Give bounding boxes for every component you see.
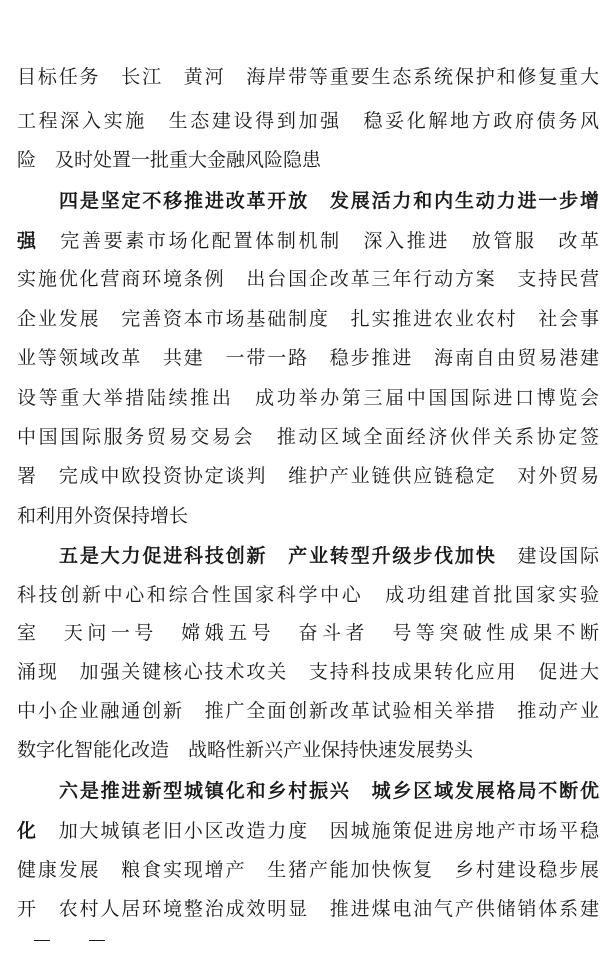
text-line <box>17 147 599 173</box>
heading-text: 化 <box>17 820 38 842</box>
text-line <box>17 857 599 883</box>
text-line <box>17 108 599 134</box>
heading-text: 强 <box>17 230 39 252</box>
text-line <box>59 188 599 214</box>
text-line <box>17 463 599 489</box>
body-text: 工程深入实施 生态建设得到加强 稳妥化解地方政府债务风 <box>17 110 599 132</box>
body-text: 实施优化营商环境条例 出台国企改革三年行动方案 支持民营 <box>17 268 599 290</box>
heading-text: 五是大力促进科技创新 产业转型升级步伐加快 <box>59 545 497 567</box>
text-line <box>17 659 599 685</box>
body-text: 完善要素市场化配置体制机制 深入推进 放管服 改革 <box>38 230 599 252</box>
body-text: 室 天问一号 嫦娥五号 奋斗者 号等突破性成果不断 <box>17 622 599 644</box>
text-line <box>17 737 599 763</box>
text-line <box>17 385 599 411</box>
body-text: 中小企业融通创新 推广全面创新改革试验相关举措 推动产业 <box>17 700 599 722</box>
text-line <box>17 266 599 292</box>
text-line <box>17 424 599 450</box>
text-line <box>17 698 599 724</box>
text-line <box>17 896 599 922</box>
text-line <box>59 778 599 804</box>
body-text: 险 及时处置一批重大金融风险隐患 <box>17 149 322 171</box>
text-line <box>17 306 599 332</box>
page-number-dash-right <box>89 940 105 941</box>
text-line <box>17 345 599 371</box>
text-line <box>17 582 599 608</box>
page-number-dash-left <box>34 940 50 941</box>
body-text: 中国国际服务贸易交易会 推动区域全面经济伙伴关系协定签 <box>17 426 599 448</box>
body-text: 署 完成中欧投资协定谈判 维护产业链供应链稳定 对外贸易 <box>17 465 599 487</box>
body-text: 企业发展 完善资本市场基础制度 扎实推进农业农村 社会事 <box>17 308 599 330</box>
text-line <box>17 818 599 844</box>
text-line <box>17 64 599 90</box>
text-line <box>17 620 599 646</box>
body-text: 涌现 加强关键核心技术攻关 支持科技成果转化应用 促进大 <box>17 661 599 683</box>
body-text: 数字化智能化改造 战略性新兴产业保持快速发展势头 <box>17 739 474 761</box>
heading-text: 六是推进新型城镇化和乡村振兴 城乡区域发展格局不断优 <box>59 780 599 802</box>
body-text: 目标任务 长江 黄河 海岸带等重要生态系统保护和修复重大 <box>17 66 599 88</box>
body-text: 加大城镇老旧小区改造力度 因城施策促进房地产市场平稳 <box>37 820 599 842</box>
body-text: 业等领域改革 共建 一带一路 稳步推进 海南自由贸易港建 <box>17 347 599 369</box>
body-text: 开 农村人居环境整治成效明显 推进煤电油气产供储销体系建 <box>17 898 599 920</box>
text-line <box>17 503 599 529</box>
body-text: 科技创新中心和综合性国家科学中心 成功组建首批国家实验 <box>17 584 599 606</box>
body-text: 建设国际 <box>496 545 599 567</box>
body-text: 健康发展 粮食实现增产 生猪产能加快恢复 乡村建设稳步展 <box>17 859 599 881</box>
body-text: 设等重大举措陆续推出 成功举办第三届中国国际进口博览会 <box>17 387 599 409</box>
text-line <box>17 228 599 254</box>
text-line <box>59 543 599 569</box>
body-text: 和利用外资保持增长 <box>17 505 189 527</box>
heading-text: 四是坚定不移推进改革开放 发展活力和内生动力进一步增 <box>59 190 599 212</box>
